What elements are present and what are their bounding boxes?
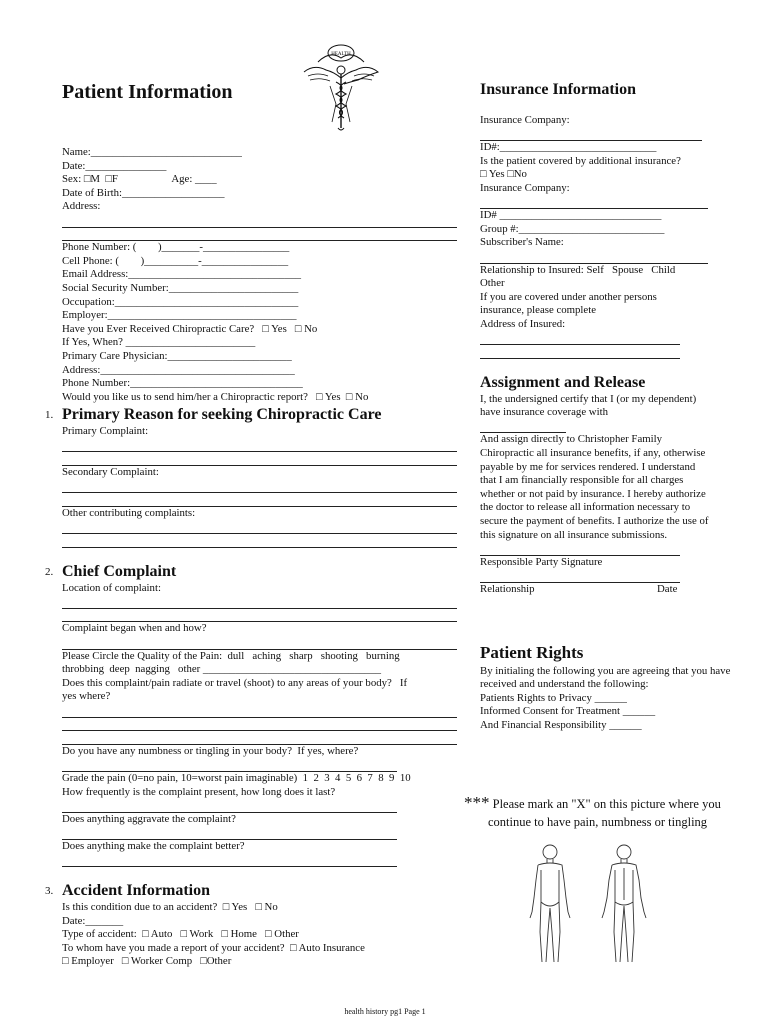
address-label: Address: (62, 200, 101, 213)
covered-instructions: If you are covered under another persons insurance, please complete (480, 290, 657, 317)
accident-date-field[interactable]: Date:_______ (62, 914, 124, 927)
section-number: 1. (45, 409, 54, 422)
consent-initial-field[interactable]: Informed Consent for Treatment ______ (480, 705, 656, 718)
answer-line[interactable] (62, 534, 457, 548)
financial-initial-field[interactable]: And Financial Responsibility ______ (480, 718, 642, 731)
responsible-party-signature-label: Responsible Party Signature (480, 555, 603, 568)
pain-map-line1: Please mark an "X" on this picture where you (489, 797, 721, 811)
relationship-line[interactable] (480, 569, 680, 583)
body-outline-icon[interactable] (508, 840, 668, 970)
primary-reason-title: Primary Reason for seeking Chiropractic Care (62, 406, 382, 424)
section-number: 3. (45, 885, 54, 898)
cell-phone-field[interactable]: Cell Phone: ( )__________-________________ (62, 254, 289, 267)
pain-map-line2: continue to have pain, numbness or tingling (488, 815, 708, 829)
answer-line[interactable] (62, 520, 457, 534)
patient-rights-title: Patient Rights (480, 642, 584, 662)
ssn-field[interactable]: Social Security Number:________________________ (62, 281, 299, 294)
relationship-label: Relationship (480, 583, 535, 595)
primary-reason-section (45, 405, 457, 547)
prior-chiropractic-question[interactable]: Have you Ever Received Chiropractic Care? □ Yes □ No (62, 322, 318, 335)
began-label: Complaint began when and how? (62, 622, 207, 635)
answer-line[interactable] (62, 493, 457, 507)
address-line[interactable] (62, 228, 457, 242)
chief-complaint-section (45, 562, 457, 867)
location-label: Location of complaint: (62, 581, 161, 594)
answer-line[interactable] (62, 704, 457, 718)
patient-information-title: Patient Information (62, 81, 233, 103)
insurance-information-title: Insurance Information (480, 81, 637, 98)
radiate-question: yes where? (62, 690, 111, 703)
answer-line[interactable] (480, 332, 680, 346)
answer-line[interactable] (480, 420, 566, 434)
answer-line[interactable] (62, 718, 457, 732)
subscriber-name-label: Subscriber's Name: (480, 236, 564, 249)
assignment-intro: I, the undersigned certify that I (or my dependent) have insurance coverage with (480, 392, 697, 419)
answer-line[interactable] (480, 128, 702, 142)
radiate-question: Does this complaint/pain radiate or travel (shoot) to any areas of your body? If (62, 676, 408, 689)
patient-rights-intro: By initialing the following you are agreeing that you have received and understand the following: (480, 664, 731, 691)
page-footer: health history pg1 Page 1 (344, 1007, 426, 1016)
relationship-other[interactable]: Other (480, 277, 505, 290)
accident-information-section (45, 881, 457, 969)
id-field[interactable]: ID#:_____________________________ (480, 141, 657, 154)
answer-line[interactable] (62, 439, 457, 453)
other-complaints-label: Other contributing complaints: (62, 506, 196, 519)
phone-number-field[interactable]: Phone Number: ( )_______-________________ (62, 241, 290, 254)
physician-phone-field[interactable]: Phone Number:________________________________ (62, 377, 303, 390)
answer-line[interactable] (62, 854, 397, 868)
logo-text: HEALTH (331, 52, 351, 57)
pain-quality-line[interactable]: throbbing deep nagging other _________________________________ (62, 663, 382, 676)
aggravate-question: Does anything aggravate the complaint? (62, 812, 236, 825)
pain-quality-line[interactable]: Please Circle the Quality of the Pain: dull aching sharp shooting burning (62, 649, 400, 662)
signature-line[interactable] (480, 542, 680, 556)
insurance-company-label: Insurance Company: (480, 114, 570, 126)
answer-line[interactable] (480, 345, 680, 359)
name-field[interactable]: Name:____________________________ (62, 146, 242, 158)
better-question: Does anything make the complaint better? (62, 839, 245, 852)
answer-line[interactable] (62, 731, 457, 745)
answer-line[interactable] (62, 595, 457, 609)
accident-type-options[interactable]: Type of accident: □ Auto □ Work □ Home □ Other (62, 928, 299, 941)
pain-grade-scale[interactable]: Grade the pain (0=no pain, 10=worst pain imaginable) 1 2 3 4 5 6 7 8 9 10 (62, 771, 411, 784)
additional-insurance-question: Is the patient covered by additional insurance? (480, 154, 681, 167)
primary-complaint-label: Primary Complaint: (62, 425, 149, 438)
report-recipient-options[interactable]: □ Employer □ Worker Comp □Other (62, 955, 232, 968)
accident-question[interactable]: Is this condition due to an accident? □ Yes □ No (62, 901, 278, 914)
date-label: Date (657, 583, 678, 595)
answer-line[interactable] (480, 250, 708, 264)
relationship-date-row (480, 583, 730, 597)
date-field[interactable]: Date:_______________ (62, 159, 167, 172)
privacy-initial-field[interactable]: Patients Rights to Privacy ______ (480, 691, 627, 704)
asterisks: *** (464, 793, 490, 812)
assignment-release-title: Assignment and Release (480, 373, 646, 391)
answer-line[interactable] (62, 799, 397, 813)
answer-line[interactable] (62, 636, 457, 650)
send-report-question[interactable]: Would you like us to send him/her a Chiropractic report? □ Yes □ No (62, 390, 369, 403)
answer-line[interactable] (62, 758, 397, 772)
id-field-2[interactable]: ID# ______________________________ (480, 209, 662, 222)
if-yes-when-field[interactable]: If Yes, When? ________________________ (62, 336, 256, 349)
answer-line[interactable] (62, 452, 457, 466)
accident-information-title: Accident Information (62, 882, 210, 900)
occupation-field[interactable]: Occupation:__________________________________ (62, 295, 299, 308)
insurance-company-label-2: Insurance Company: (480, 181, 570, 194)
address-line[interactable] (62, 214, 457, 228)
primary-care-physician-field[interactable]: Primary Care Physician:_______________________ (62, 349, 292, 362)
relationship-to-insured[interactable]: Relationship to Insured: Self Spouse Child (480, 263, 676, 276)
answer-line[interactable] (480, 196, 708, 210)
patient-information-section (45, 80, 457, 969)
assignment-body: And assign directly to Christopher Family Chiropractic all insurance benefits, if any, otherwise payable by me for services rendered. I understand that I am financially responsible for all charges whether or not paid by insurance. I hereby authorize the doctor to release all information necessary to secure the payment of benefits. I authorize the use of this signature on all insurance submissions. (480, 433, 709, 541)
physician-address-field[interactable]: Address:____________________________________ (62, 363, 295, 376)
chief-complaint-title: Chief Complaint (62, 562, 177, 580)
answer-line[interactable] (62, 480, 457, 494)
frequency-question: How frequently is the complaint present, how long does it last? (62, 785, 336, 798)
date-of-birth-field[interactable]: Date of Birth:___________________ (62, 186, 225, 199)
section-number: 2. (45, 565, 54, 578)
answer-line[interactable] (62, 609, 457, 623)
pain-map-instructions (464, 794, 764, 831)
email-field[interactable]: Email Address:________________________________ (62, 268, 302, 281)
numbness-question: Do you have any numbness or tingling in your body? If yes, where? (62, 744, 359, 757)
address-of-insured-label: Address of Insured: (480, 317, 566, 330)
secondary-complaint-label: Secondary Complaint: (62, 466, 159, 479)
report-recipient-question[interactable]: To whom have you made a report of your accident? □ Auto Insurance (62, 941, 365, 954)
group-number-field[interactable]: Group #:___________________________ (480, 222, 665, 235)
employer-field[interactable]: Employer:___________________________________ (62, 309, 297, 322)
insurance-column (480, 80, 730, 733)
sex-age-field[interactable]: Sex: □M □F Age: ____ (62, 173, 217, 186)
answer-line[interactable] (62, 826, 397, 840)
additional-insurance-options[interactable]: □ Yes □No (480, 168, 527, 181)
